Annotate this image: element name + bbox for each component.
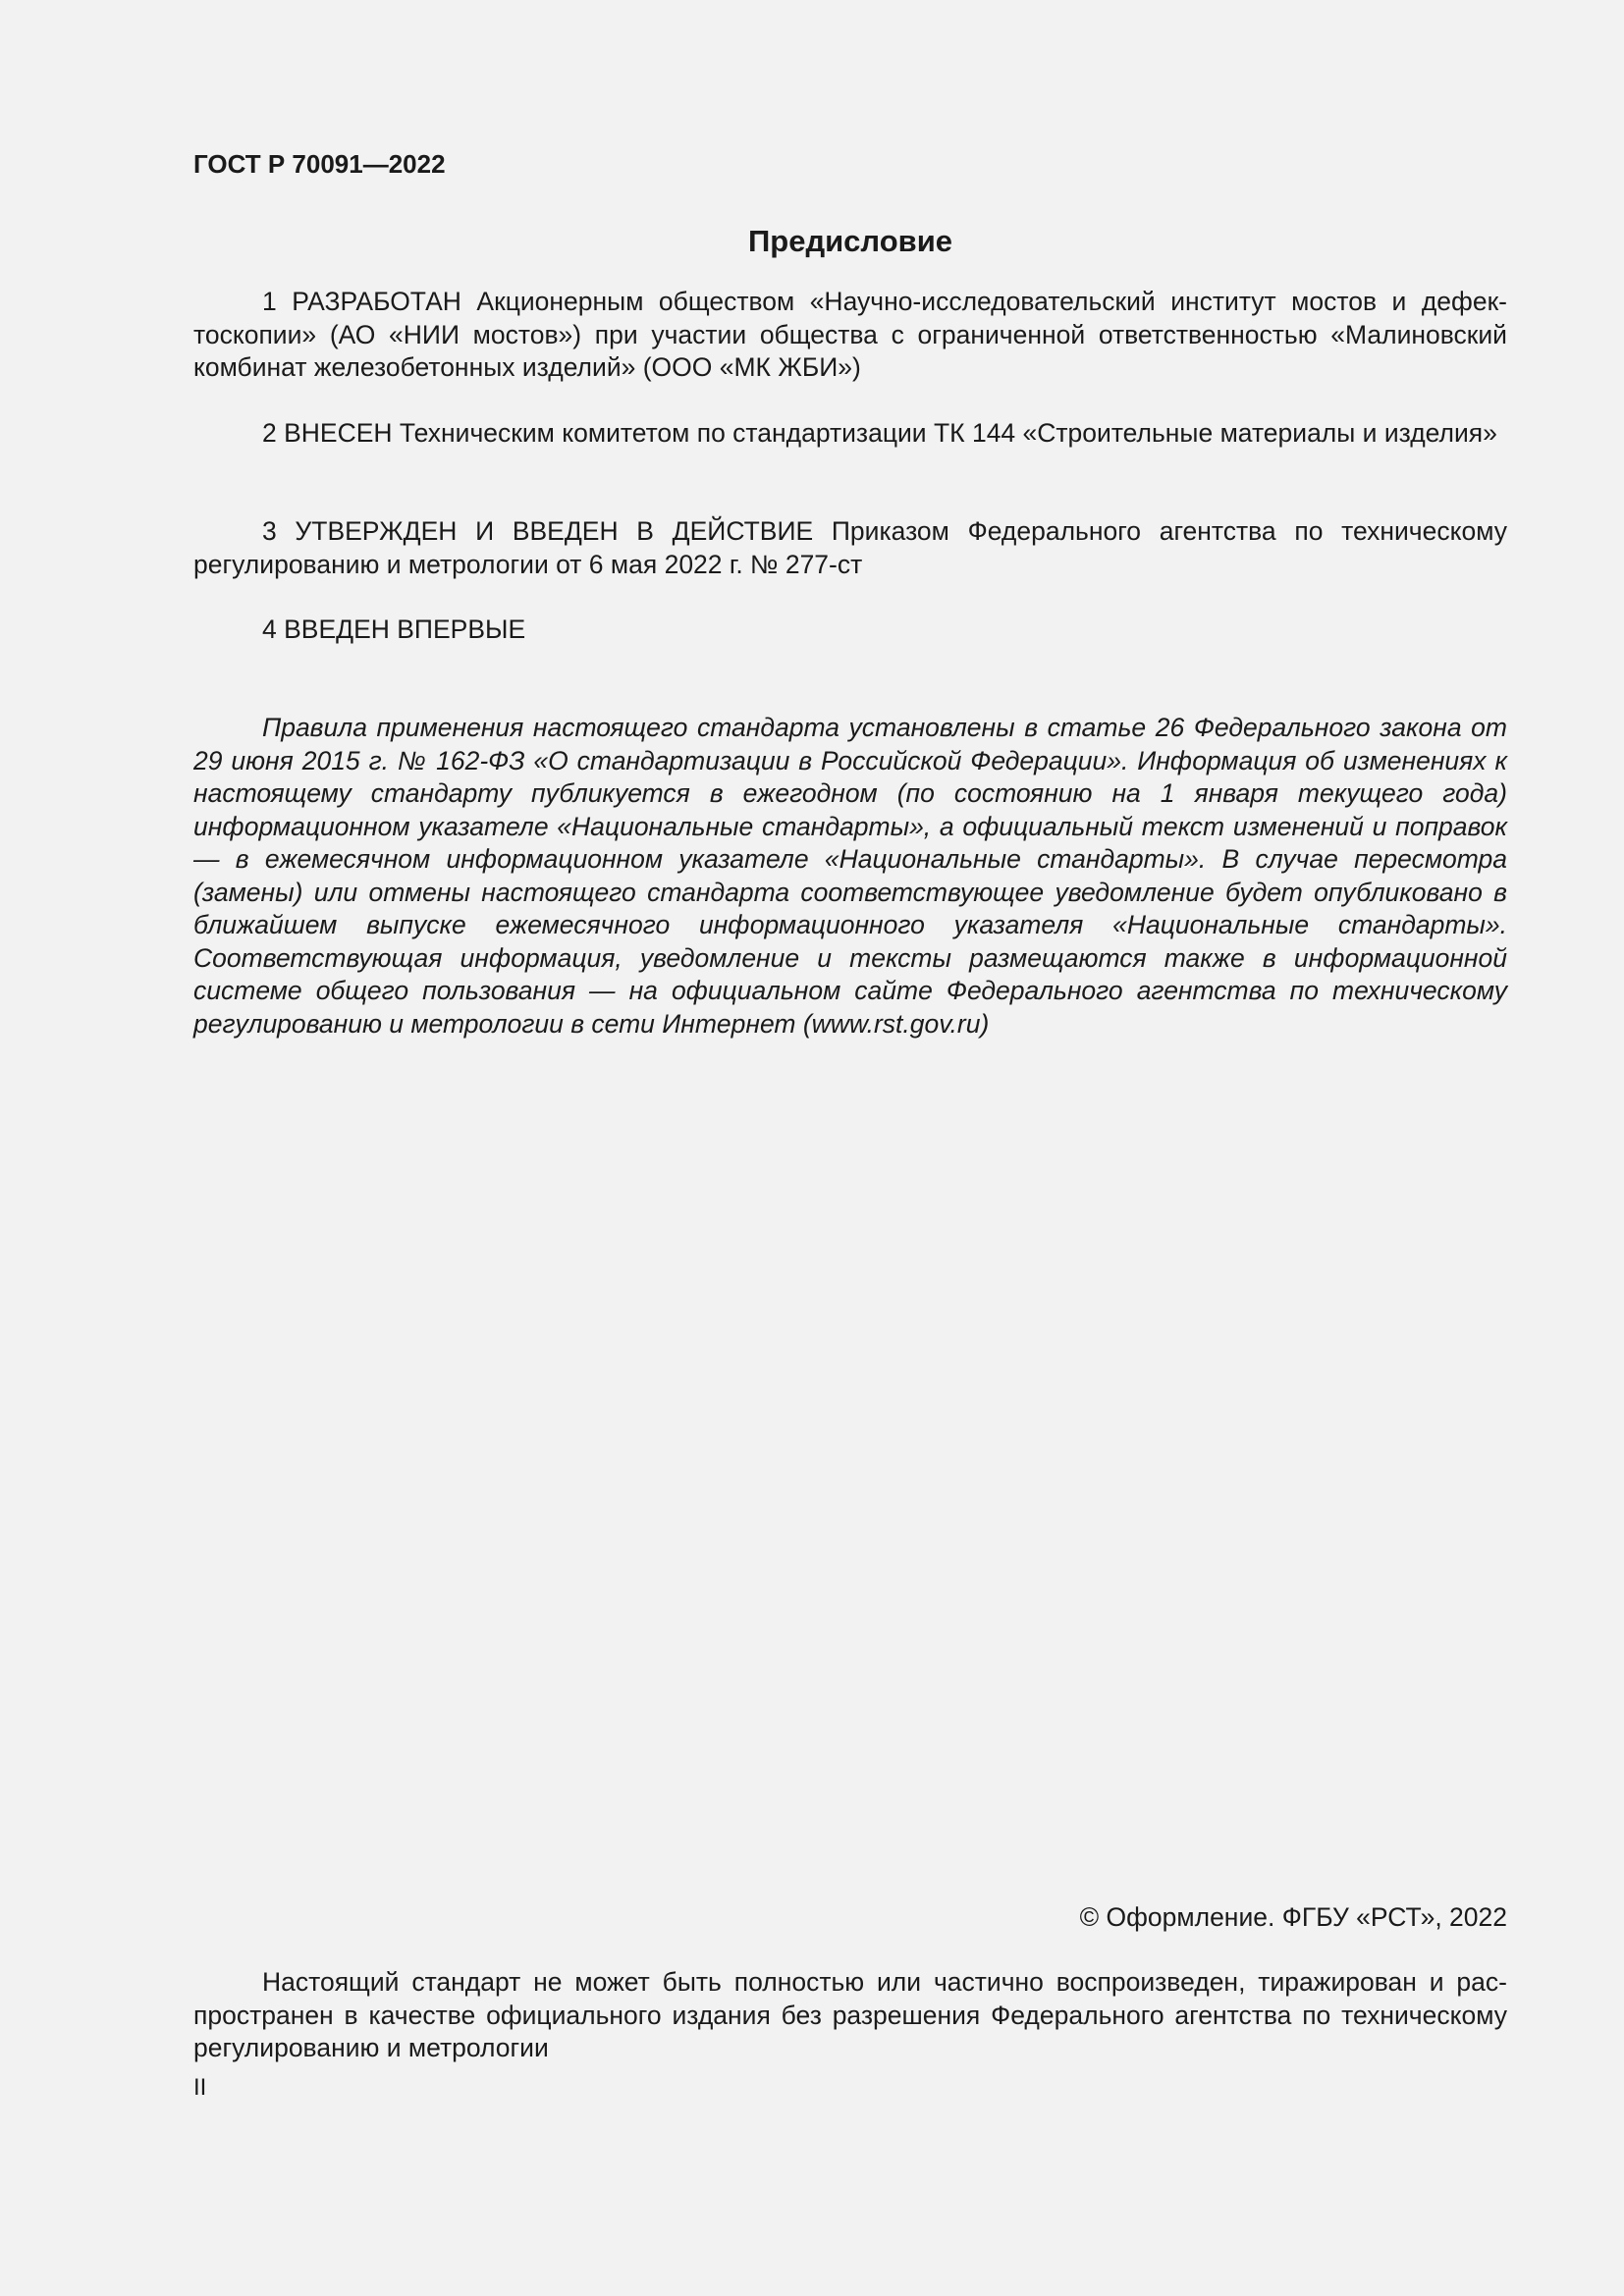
document-code: ГОСТ Р 70091—2022 xyxy=(193,149,446,179)
page-title: Предисловие xyxy=(747,224,952,258)
preface-item-1: 1 РАЗРАБОТАН Акционерным обществом «Научно-исследовательский институт мостов и дефектоскопии» (АО «НИИ мостов») при участии общества с ограниченной ответственностью «Малиновский комбинат железобетонных изделий» (ООО «МК ЖБИ») xyxy=(193,287,1507,382)
document-page xyxy=(193,0,1507,2296)
page-number: II xyxy=(193,2074,207,2101)
reproduction-notice: Настоящий стандарт не может быть полностью или частично воспроизведен, тиражирован и распространен в качестве официального издания без разрешения Федерального агентства по техническому регулированию и метрологии xyxy=(193,1967,1507,2062)
preface-item-4: 4 ВВЕДЕН ВПЕРВЫЕ xyxy=(262,614,526,644)
rules-notice: Правила применения настоящего стандарта установлены в статье 26 Федерального закона от 29 июня 2015 г. № 162-ФЗ «О стандартизации в Российской Федерации». Информация об изменениях к настоящему стандарту публикуется в ежегодном (по состоянию на 1 января текущего года) информационном указателе «Национальные стандарты», а официальный текст изменений и поправок — в ежемесячном информационном указателе «Национальные стандарты». В случае пересмотра (замены) или отмены настоящего стандарта соответствующее уведомление будет опубликовано в ближайшем выпуске ежемесячного информационного указателя «Национальные стандарты». Соответствующая информация, уведомление и тексты размещаются также в информационной системе общего пользования — на официальном сайте Федерального агентства по техническому регулированию и метрологии в сети Интернет (www.rst.gov.ru) xyxy=(193,713,1507,1039)
preface-item-3: 3 УТВЕРЖДЕН И ВВЕДЕН В ДЕЙСТВИЕ Приказом Федерального агентства по техническому регулированию и метрологии от 6 мая 2022 г. № 277-ст xyxy=(193,516,1507,579)
copyright-notice: © Оформление. ФГБУ «РСТ», 2022 xyxy=(1079,1902,1507,1932)
preface-item-2: 2 ВНЕСЕН Техническим комитетом по стандартизации ТК 144 «Строительные материалы и изделия» xyxy=(262,418,1497,448)
